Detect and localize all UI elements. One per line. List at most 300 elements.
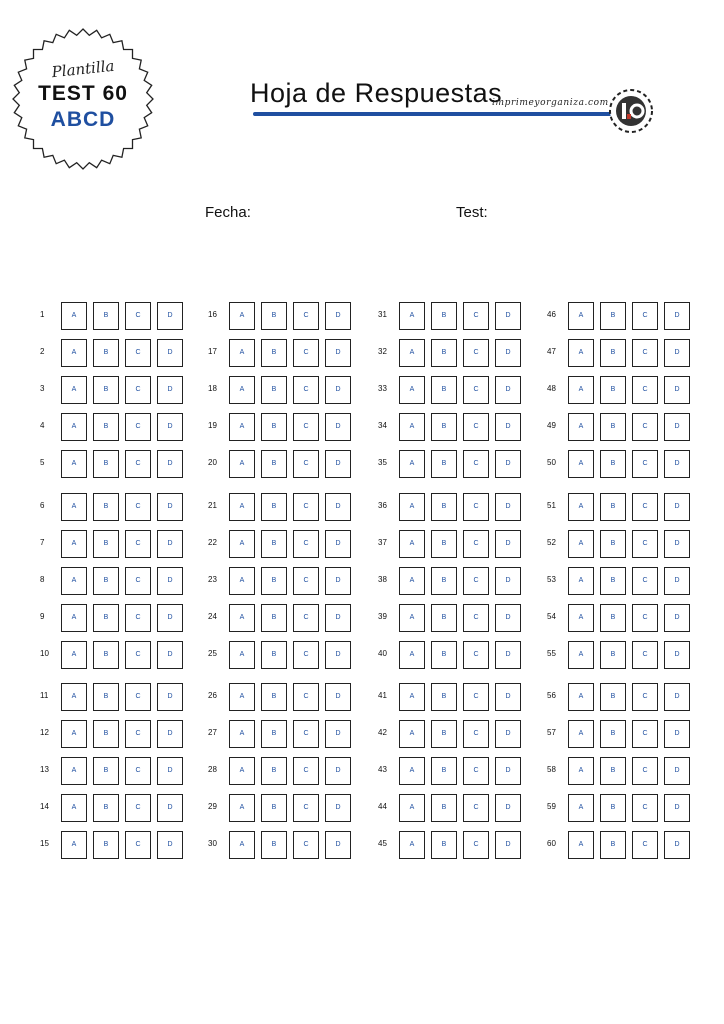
answer-option-b[interactable]: B <box>600 641 626 669</box>
answer-option-d[interactable]: D <box>325 794 351 822</box>
answer-option-a[interactable]: A <box>61 413 87 441</box>
answer-option-a[interactable]: A <box>568 757 594 785</box>
question-number: 17 <box>208 347 217 356</box>
answer-option-b[interactable]: B <box>600 720 626 748</box>
answer-option-a[interactable]: A <box>229 683 255 711</box>
question-number: 39 <box>378 612 387 621</box>
answer-option-b[interactable]: B <box>93 376 119 404</box>
answer-option-d[interactable]: D <box>495 641 521 669</box>
answer-option-b[interactable]: B <box>431 641 457 669</box>
answer-option-b[interactable]: B <box>431 493 457 521</box>
answer-option-a[interactable]: A <box>229 339 255 367</box>
answer-option-d[interactable]: D <box>495 530 521 558</box>
answer-option-a[interactable]: A <box>61 641 87 669</box>
answer-option-b[interactable]: B <box>431 530 457 558</box>
answer-option-c[interactable]: C <box>293 683 319 711</box>
answer-option-d[interactable]: D <box>325 720 351 748</box>
answer-option-d[interactable]: D <box>325 413 351 441</box>
answer-option-d[interactable]: D <box>664 641 690 669</box>
answer-option-b[interactable]: B <box>600 530 626 558</box>
answer-option-d[interactable]: D <box>157 720 183 748</box>
question-number: 15 <box>40 839 49 848</box>
answer-option-d[interactable]: D <box>325 493 351 521</box>
answer-option-b[interactable]: B <box>261 567 287 595</box>
answer-option-b[interactable]: B <box>431 450 457 478</box>
answer-option-c[interactable]: C <box>293 530 319 558</box>
answer-option-a[interactable]: A <box>61 757 87 785</box>
answer-option-b[interactable]: B <box>261 641 287 669</box>
question-number: 54 <box>547 612 556 621</box>
answer-option-c[interactable]: C <box>463 339 489 367</box>
answer-option-a[interactable]: A <box>229 413 255 441</box>
answer-option-c[interactable]: C <box>632 339 658 367</box>
answer-option-b[interactable]: B <box>261 450 287 478</box>
answer-option-c[interactable]: C <box>293 376 319 404</box>
question-number: 36 <box>378 501 387 510</box>
answer-option-a[interactable]: A <box>229 831 255 859</box>
answer-option-a[interactable]: A <box>568 376 594 404</box>
answer-option-c[interactable]: C <box>463 641 489 669</box>
answer-option-c[interactable]: C <box>463 831 489 859</box>
answer-option-c[interactable]: C <box>632 530 658 558</box>
answer-option-d[interactable]: D <box>157 604 183 632</box>
answer-option-b[interactable]: B <box>93 720 119 748</box>
answer-option-b[interactable]: B <box>261 604 287 632</box>
question-number: 58 <box>547 765 556 774</box>
answer-option-d[interactable]: D <box>495 831 521 859</box>
answer-option-d[interactable]: D <box>495 720 521 748</box>
question-number: 37 <box>378 538 387 547</box>
answer-option-d[interactable]: D <box>157 413 183 441</box>
answer-option-d[interactable]: D <box>664 450 690 478</box>
answer-option-a[interactable]: A <box>568 683 594 711</box>
question-number: 19 <box>208 421 217 430</box>
question-number: 13 <box>40 765 49 774</box>
answer-option-a[interactable]: A <box>399 530 425 558</box>
answer-option-c[interactable]: C <box>293 450 319 478</box>
question-number: 11 <box>40 691 49 700</box>
question-number: 4 <box>40 421 45 430</box>
answer-option-c[interactable]: C <box>293 641 319 669</box>
answer-option-b[interactable]: B <box>431 376 457 404</box>
answer-option-d[interactable]: D <box>325 530 351 558</box>
answer-option-c[interactable]: C <box>125 339 151 367</box>
answer-option-c[interactable]: C <box>293 567 319 595</box>
answer-option-a[interactable]: A <box>399 831 425 859</box>
answer-option-b[interactable]: B <box>261 530 287 558</box>
answer-option-d[interactable]: D <box>664 757 690 785</box>
answer-option-d[interactable]: D <box>664 493 690 521</box>
answer-option-d[interactable]: D <box>325 683 351 711</box>
answer-option-d[interactable]: D <box>495 683 521 711</box>
answer-option-c[interactable]: C <box>463 567 489 595</box>
answer-option-a[interactable]: A <box>568 413 594 441</box>
answer-option-d[interactable]: D <box>495 604 521 632</box>
question-number: 35 <box>378 458 387 467</box>
question-number: 44 <box>378 802 387 811</box>
question-number: 48 <box>547 384 556 393</box>
answer-option-a[interactable]: A <box>229 302 255 330</box>
answer-option-b[interactable]: B <box>93 450 119 478</box>
answer-option-b[interactable]: B <box>93 567 119 595</box>
answer-option-d[interactable]: D <box>664 413 690 441</box>
question-number: 3 <box>40 384 45 393</box>
answer-option-d[interactable]: D <box>325 604 351 632</box>
answer-option-b[interactable]: B <box>431 720 457 748</box>
answer-option-a[interactable]: A <box>399 413 425 441</box>
answer-option-d[interactable]: D <box>157 339 183 367</box>
answer-option-d[interactable]: D <box>325 831 351 859</box>
answer-option-b[interactable]: B <box>431 757 457 785</box>
answer-option-d[interactable]: D <box>325 450 351 478</box>
answer-option-d[interactable]: D <box>664 302 690 330</box>
answer-option-a[interactable]: A <box>229 493 255 521</box>
answer-option-b[interactable]: B <box>93 683 119 711</box>
answer-option-a[interactable]: A <box>61 683 87 711</box>
test-label: Test: <box>456 204 488 221</box>
answer-option-a[interactable]: A <box>61 794 87 822</box>
answer-option-b[interactable]: B <box>431 302 457 330</box>
answer-option-b[interactable]: B <box>261 831 287 859</box>
answer-option-c[interactable]: C <box>293 794 319 822</box>
answer-option-a[interactable]: A <box>568 302 594 330</box>
website-text: imprimeyorganiza.com <box>492 98 609 108</box>
answer-option-b[interactable]: B <box>600 339 626 367</box>
answer-option-c[interactable]: C <box>463 302 489 330</box>
answer-option-a[interactable]: A <box>399 376 425 404</box>
answer-option-a[interactable]: A <box>568 720 594 748</box>
answer-option-d[interactable]: D <box>157 641 183 669</box>
answer-option-c[interactable]: C <box>125 683 151 711</box>
answer-option-b[interactable]: B <box>261 683 287 711</box>
answer-option-a[interactable]: A <box>568 493 594 521</box>
answer-option-c[interactable]: C <box>125 720 151 748</box>
answer-option-d[interactable]: D <box>495 450 521 478</box>
question-number: 29 <box>208 802 217 811</box>
answer-option-d[interactable]: D <box>325 641 351 669</box>
answer-option-d[interactable]: D <box>157 794 183 822</box>
question-number: 33 <box>378 384 387 393</box>
question-number: 25 <box>208 649 217 658</box>
answer-option-d[interactable]: D <box>495 757 521 785</box>
answer-option-b[interactable]: B <box>261 720 287 748</box>
answer-option-a[interactable]: A <box>61 831 87 859</box>
answer-option-b[interactable]: B <box>93 302 119 330</box>
answer-option-b[interactable]: B <box>261 413 287 441</box>
answer-option-a[interactable]: A <box>568 604 594 632</box>
answer-option-c[interactable]: C <box>632 376 658 404</box>
answer-option-c[interactable]: C <box>632 567 658 595</box>
answer-option-c[interactable]: C <box>293 604 319 632</box>
question-number: 50 <box>547 458 556 467</box>
answer-option-b[interactable]: B <box>431 831 457 859</box>
answer-option-a[interactable]: A <box>399 339 425 367</box>
answer-option-b[interactable]: B <box>600 683 626 711</box>
answer-option-b[interactable]: B <box>600 757 626 785</box>
answer-option-c[interactable]: C <box>632 757 658 785</box>
answer-option-a[interactable]: A <box>61 530 87 558</box>
question-number: 24 <box>208 612 217 621</box>
answer-option-a[interactable]: A <box>399 493 425 521</box>
question-number: 47 <box>547 347 556 356</box>
answer-option-b[interactable]: B <box>261 376 287 404</box>
answer-option-a[interactable]: A <box>61 376 87 404</box>
answer-option-a[interactable]: A <box>229 604 255 632</box>
question-number: 23 <box>208 575 217 584</box>
answer-option-b[interactable]: B <box>261 302 287 330</box>
answer-option-c[interactable]: C <box>632 604 658 632</box>
badge-plantilla-text: Plantilla <box>50 56 116 82</box>
badge-test-text: TEST 60 <box>38 82 128 105</box>
question-number: 42 <box>378 728 387 737</box>
answer-option-d[interactable]: D <box>495 567 521 595</box>
answer-option-d[interactable]: D <box>495 302 521 330</box>
question-number: 41 <box>378 691 387 700</box>
answer-option-a[interactable]: A <box>568 831 594 859</box>
answer-option-d[interactable]: D <box>157 302 183 330</box>
question-number: 12 <box>40 728 49 737</box>
answer-option-d[interactable]: D <box>325 567 351 595</box>
answer-option-d[interactable]: D <box>157 757 183 785</box>
answer-option-b[interactable]: B <box>93 757 119 785</box>
answer-option-d[interactable]: D <box>664 339 690 367</box>
answer-option-b[interactable]: B <box>600 302 626 330</box>
answer-option-c[interactable]: C <box>632 450 658 478</box>
answer-option-c[interactable]: C <box>125 376 151 404</box>
answer-option-b[interactable]: B <box>93 339 119 367</box>
answer-option-d[interactable]: D <box>664 376 690 404</box>
answer-option-b[interactable]: B <box>93 794 119 822</box>
answer-option-a[interactable]: A <box>61 567 87 595</box>
answer-option-d[interactable]: D <box>157 450 183 478</box>
answer-option-c[interactable]: C <box>125 604 151 632</box>
answer-option-a[interactable]: A <box>61 302 87 330</box>
question-number: 10 <box>40 649 49 658</box>
answer-option-a[interactable]: A <box>568 339 594 367</box>
answer-option-a[interactable]: A <box>229 794 255 822</box>
answer-option-a[interactable]: A <box>229 641 255 669</box>
answer-option-b[interactable]: B <box>600 376 626 404</box>
answer-option-c[interactable]: C <box>125 757 151 785</box>
answer-option-a[interactable]: A <box>229 757 255 785</box>
answer-option-b[interactable]: B <box>431 794 457 822</box>
answer-option-c[interactable]: C <box>632 683 658 711</box>
answer-option-c[interactable]: C <box>463 450 489 478</box>
answer-option-c[interactable]: C <box>463 757 489 785</box>
answer-option-b[interactable]: B <box>261 339 287 367</box>
question-number: 9 <box>40 612 45 621</box>
answer-option-b[interactable]: B <box>93 413 119 441</box>
answer-option-d[interactable]: D <box>495 339 521 367</box>
question-number: 32 <box>378 347 387 356</box>
question-number: 16 <box>208 310 217 319</box>
answer-option-a[interactable]: A <box>229 720 255 748</box>
date-label: Fecha: <box>205 204 251 221</box>
answer-option-a[interactable]: A <box>229 567 255 595</box>
answer-option-c[interactable]: C <box>125 641 151 669</box>
question-number: 26 <box>208 691 217 700</box>
answer-option-c[interactable]: C <box>293 493 319 521</box>
answer-option-c[interactable]: C <box>463 683 489 711</box>
brand-logo <box>608 88 654 134</box>
answer-option-b[interactable]: B <box>93 831 119 859</box>
answer-option-c[interactable]: C <box>293 339 319 367</box>
answer-option-d[interactable]: D <box>325 339 351 367</box>
question-number: 27 <box>208 728 217 737</box>
answer-option-c[interactable]: C <box>125 831 151 859</box>
answer-option-d[interactable]: D <box>664 567 690 595</box>
answer-option-c[interactable]: C <box>125 493 151 521</box>
answer-option-d[interactable]: D <box>495 493 521 521</box>
answer-option-c[interactable]: C <box>463 376 489 404</box>
answer-option-c[interactable]: C <box>463 530 489 558</box>
answer-option-d[interactable]: D <box>157 376 183 404</box>
answer-option-b[interactable]: B <box>261 493 287 521</box>
answer-option-b[interactable]: B <box>600 413 626 441</box>
answer-option-c[interactable]: C <box>463 794 489 822</box>
question-number: 40 <box>378 649 387 658</box>
answer-option-a[interactable]: A <box>568 641 594 669</box>
answer-option-d[interactable]: D <box>495 794 521 822</box>
answer-option-a[interactable]: A <box>399 567 425 595</box>
question-number: 52 <box>547 538 556 547</box>
answer-option-a[interactable]: A <box>61 720 87 748</box>
question-number: 6 <box>40 501 45 510</box>
answer-option-a[interactable]: A <box>399 720 425 748</box>
template-badge <box>8 24 158 174</box>
answer-option-a[interactable]: A <box>229 530 255 558</box>
answer-option-c[interactable]: C <box>293 720 319 748</box>
answer-option-c[interactable]: C <box>632 413 658 441</box>
answer-option-d[interactable]: D <box>157 683 183 711</box>
answer-option-b[interactable]: B <box>600 567 626 595</box>
answer-option-b[interactable]: B <box>431 339 457 367</box>
question-number: 38 <box>378 575 387 584</box>
answer-option-a[interactable]: A <box>399 683 425 711</box>
answer-option-d[interactable]: D <box>157 493 183 521</box>
brand-logo-icon <box>608 88 654 134</box>
answer-option-a[interactable]: A <box>568 530 594 558</box>
answer-option-a[interactable]: A <box>399 794 425 822</box>
answer-option-a[interactable]: A <box>568 567 594 595</box>
answer-option-c[interactable]: C <box>632 641 658 669</box>
question-number: 34 <box>378 421 387 430</box>
answer-option-c[interactable]: C <box>632 720 658 748</box>
answer-option-a[interactable]: A <box>568 794 594 822</box>
question-number: 8 <box>40 575 45 584</box>
answer-option-d[interactable]: D <box>495 413 521 441</box>
answer-option-c[interactable]: C <box>293 831 319 859</box>
answer-option-b[interactable]: B <box>600 493 626 521</box>
answer-option-d[interactable]: D <box>664 831 690 859</box>
answer-option-c[interactable]: C <box>463 720 489 748</box>
answer-option-d[interactable]: D <box>495 376 521 404</box>
answer-option-c[interactable]: C <box>632 302 658 330</box>
answer-option-b[interactable]: B <box>600 450 626 478</box>
answer-option-b[interactable]: B <box>431 683 457 711</box>
question-number: 1 <box>40 310 45 319</box>
answer-option-d[interactable]: D <box>325 302 351 330</box>
answer-option-c[interactable]: C <box>293 757 319 785</box>
question-number: 60 <box>547 839 556 848</box>
question-number: 2 <box>40 347 45 356</box>
question-number: 7 <box>40 538 45 547</box>
answer-option-d[interactable]: D <box>664 720 690 748</box>
question-number: 53 <box>547 575 556 584</box>
answer-option-a[interactable]: A <box>229 376 255 404</box>
answer-option-d[interactable]: D <box>664 604 690 632</box>
answer-option-c[interactable]: C <box>463 493 489 521</box>
answer-option-b[interactable]: B <box>431 604 457 632</box>
answer-option-b[interactable]: B <box>431 413 457 441</box>
answer-option-c[interactable]: C <box>632 831 658 859</box>
answer-option-d[interactable]: D <box>325 376 351 404</box>
answer-option-c[interactable]: C <box>293 413 319 441</box>
answer-option-c[interactable]: C <box>632 493 658 521</box>
answer-option-d[interactable]: D <box>325 757 351 785</box>
question-number: 56 <box>547 691 556 700</box>
answer-option-a[interactable]: A <box>61 604 87 632</box>
question-number: 49 <box>547 421 556 430</box>
answer-option-c[interactable]: C <box>125 794 151 822</box>
answer-option-c[interactable]: C <box>125 567 151 595</box>
answer-option-a[interactable]: A <box>399 641 425 669</box>
answer-option-a[interactable]: A <box>399 450 425 478</box>
question-number: 30 <box>208 839 217 848</box>
answer-option-d[interactable]: D <box>157 530 183 558</box>
question-number: 22 <box>208 538 217 547</box>
answer-option-b[interactable]: B <box>93 641 119 669</box>
answer-option-c[interactable]: C <box>125 450 151 478</box>
answer-option-d[interactable]: D <box>664 683 690 711</box>
answer-option-c[interactable]: C <box>125 530 151 558</box>
answer-option-b[interactable]: B <box>600 604 626 632</box>
answer-option-b[interactable]: B <box>93 530 119 558</box>
answer-option-c[interactable]: C <box>125 413 151 441</box>
question-number: 59 <box>547 802 556 811</box>
answer-option-a[interactable]: A <box>399 302 425 330</box>
answer-option-c[interactable]: C <box>125 302 151 330</box>
answer-option-a[interactable]: A <box>399 757 425 785</box>
answer-option-d[interactable]: D <box>664 794 690 822</box>
answer-option-b[interactable]: B <box>431 567 457 595</box>
answer-option-a[interactable]: A <box>229 450 255 478</box>
answer-option-c[interactable]: C <box>463 413 489 441</box>
answer-option-a[interactable]: A <box>61 493 87 521</box>
answer-option-a[interactable]: A <box>61 339 87 367</box>
answer-option-b[interactable]: B <box>93 604 119 632</box>
answer-option-c[interactable]: C <box>632 794 658 822</box>
answer-option-a[interactable]: A <box>568 450 594 478</box>
question-number: 43 <box>378 765 387 774</box>
answer-option-b[interactable]: B <box>93 493 119 521</box>
question-number: 46 <box>547 310 556 319</box>
answer-option-b[interactable]: B <box>261 757 287 785</box>
answer-option-c[interactable]: C <box>463 604 489 632</box>
answer-option-d[interactable]: D <box>157 567 183 595</box>
question-number: 20 <box>208 458 217 467</box>
answer-option-a[interactable]: A <box>61 450 87 478</box>
answer-option-a[interactable]: A <box>399 604 425 632</box>
answer-option-b[interactable]: B <box>600 794 626 822</box>
answer-option-c[interactable]: C <box>293 302 319 330</box>
answer-option-d[interactable]: D <box>157 831 183 859</box>
answer-option-d[interactable]: D <box>664 530 690 558</box>
question-number: 18 <box>208 384 217 393</box>
question-number: 21 <box>208 501 217 510</box>
answer-option-b[interactable]: B <box>261 794 287 822</box>
answer-option-b[interactable]: B <box>600 831 626 859</box>
